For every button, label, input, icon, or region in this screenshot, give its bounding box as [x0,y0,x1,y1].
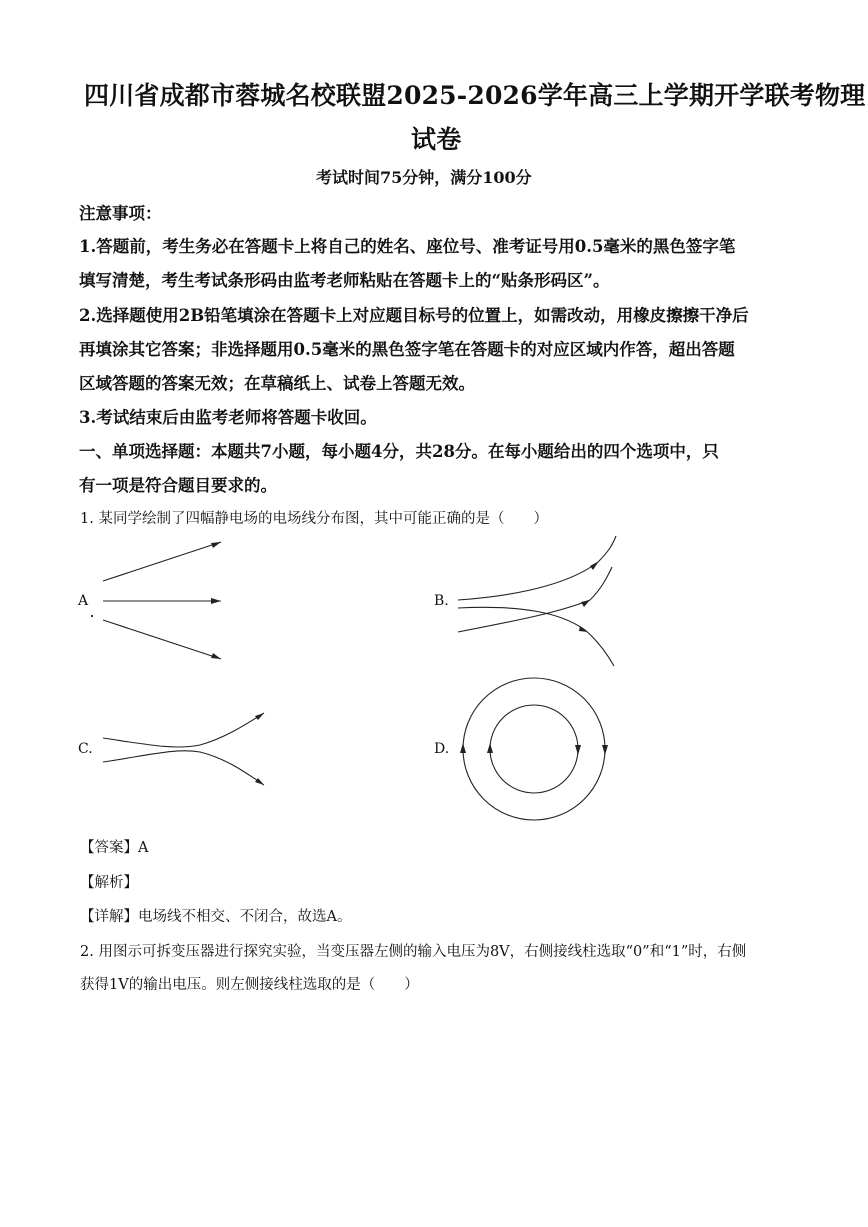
section1-line1: 一、单项选择题：本题共7小题，每小题4分，共28分。在每小题给出的四个选项中，只 [79,442,719,461]
option-a-dot [91,615,92,616]
option-b-diagram [458,536,616,666]
q1-stem: 1. 某同学绘制了四幅静电场的电场线分布图，其中可能正确的是（ ） [80,511,548,527]
option-c-arrow-upper [255,713,264,720]
option-c-arrow-lower [255,778,264,785]
q2-stem-line1: 2. 用图示可拆变压器进行探究实验，当变压器左侧的输入电压为8V，右侧接线柱选取“0”和“1”时，右侧 [80,944,747,960]
option-b-arrow-upper [590,561,599,570]
notice-item2-line3: 区域答题的答案无效；在草稿纸上、试卷上答题无效。 [79,374,475,393]
option-a-arrow-middle [211,598,221,604]
exam-title-line1: 四川省成都市蓉城名校联盟2025-2026学年高三上学期开学联考物理 [84,81,866,110]
option-c-curve-lower [103,751,264,785]
option-c-diagram [103,713,264,785]
option-a-label: A [78,593,89,609]
option-b-arrow-middle [581,600,590,607]
notice-heading: 注意事项： [79,204,162,223]
option-a-arrow-upper [211,542,221,548]
option-d-arrow-inner-left [487,743,493,753]
notice-item1-line2: 填写清楚，考生考试条形码由监考老师粘贴在答题卡上的“贴条形码区”。 [79,271,610,290]
option-c-label: C. [78,741,93,757]
option-d-arrow-outer-right [602,745,608,755]
notice-item1-line1: 1.答题前，考生务必在答题卡上将自己的姓名、座位号、准考证号用0.5毫米的黑色签字笔 [79,237,736,256]
option-d-inner-circle [490,705,578,793]
option-a-arrow-lower [211,653,221,659]
option-a-line-lower [103,620,221,659]
option-a-line-upper [103,542,221,581]
option-c-curve-upper [103,713,264,747]
option-a-diagram [91,542,221,659]
option-b-arrow-lower [579,626,588,632]
option-b-label: B. [434,593,449,609]
option-d-label: D. [434,741,450,757]
notice-item2-line2: 再填涂其它答案；非选择题用0.5毫米的黑色签字笔在答题卡的对应区域内作答，超出答题 [79,340,735,359]
option-d-arrow-outer-left [460,743,466,753]
q1-detail: 【详解】电场线不相交、不闭合，故选A。 [80,909,352,925]
notice-item2-line1: 2.选择题使用2B铅笔填涂在答题卡上对应题目标号的位置上，如需改动，用橡皮擦擦干净后 [79,306,749,325]
option-b-curve-middle [458,567,612,632]
q1-analysis-label: 【解析】 [80,875,138,891]
option-d-outer-circle [463,678,605,820]
exam-info: 考试时间75分钟，满分100分 [316,168,532,187]
option-d-arrow-inner-right [575,745,581,755]
section1-line2: 有一项是符合题目要求的。 [79,476,277,495]
notice-item3: 3.考试结束后由监考老师将答题卡收回。 [79,408,377,427]
q2-stem-line2: 获得1V的输出电压。则左侧接线柱选取的是（ ） [80,977,419,993]
q1-answer: 【答案】A [80,840,149,856]
option-d-diagram [460,678,608,820]
exam-title-line2: 试卷 [411,125,462,154]
